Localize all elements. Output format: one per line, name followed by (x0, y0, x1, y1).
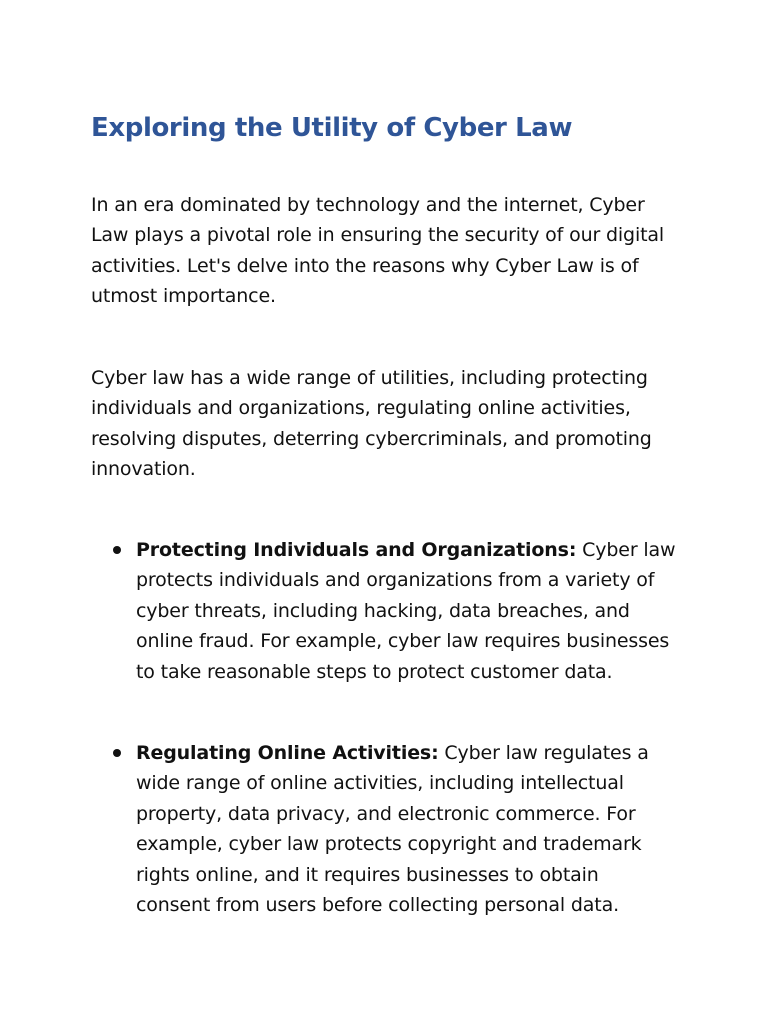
bullet-heading: Protecting Individuals and Organizations: (136, 539, 577, 561)
intro-paragraph: In an era dominated by technology and the internet, Cyber Law plays a pivotal role in ensuring the security of our digital activities. Let's delve into the reasons why Cyber Law is of utmost importance. (91, 194, 665, 308)
bullet-text: Cyber law regulates a wide range of online activities, including intellectual property, data privacy, and electronic commerce. For example, cyber law protects copyright and trademark rights online, and it requires businesses to obtain consent from users before collecting personal data. (136, 742, 649, 917)
bullet-dot-icon (113, 546, 121, 554)
bullet-heading: Regulating Online Activities: (136, 742, 439, 764)
bullet-dot-icon (113, 749, 121, 757)
document-title: Exploring the Utility of Cyber Law (91, 113, 573, 143)
bullet-text: Cyber law protects individuals and organizations from a variety of cyber threats, including hacking, data breaches, and online fraud. For example, cyber law requires businesses to take reasonable steps to protect customer data. (136, 539, 676, 683)
overview-paragraph: Cyber law has a wide range of utilities, including protecting individuals and organizations, regulating online activities, resolving disputes, deterring cybercriminals, and promoting innovation. (91, 367, 652, 481)
bullet-item-regulating (136, 738, 676, 920)
bullet-item-protecting (136, 535, 676, 687)
